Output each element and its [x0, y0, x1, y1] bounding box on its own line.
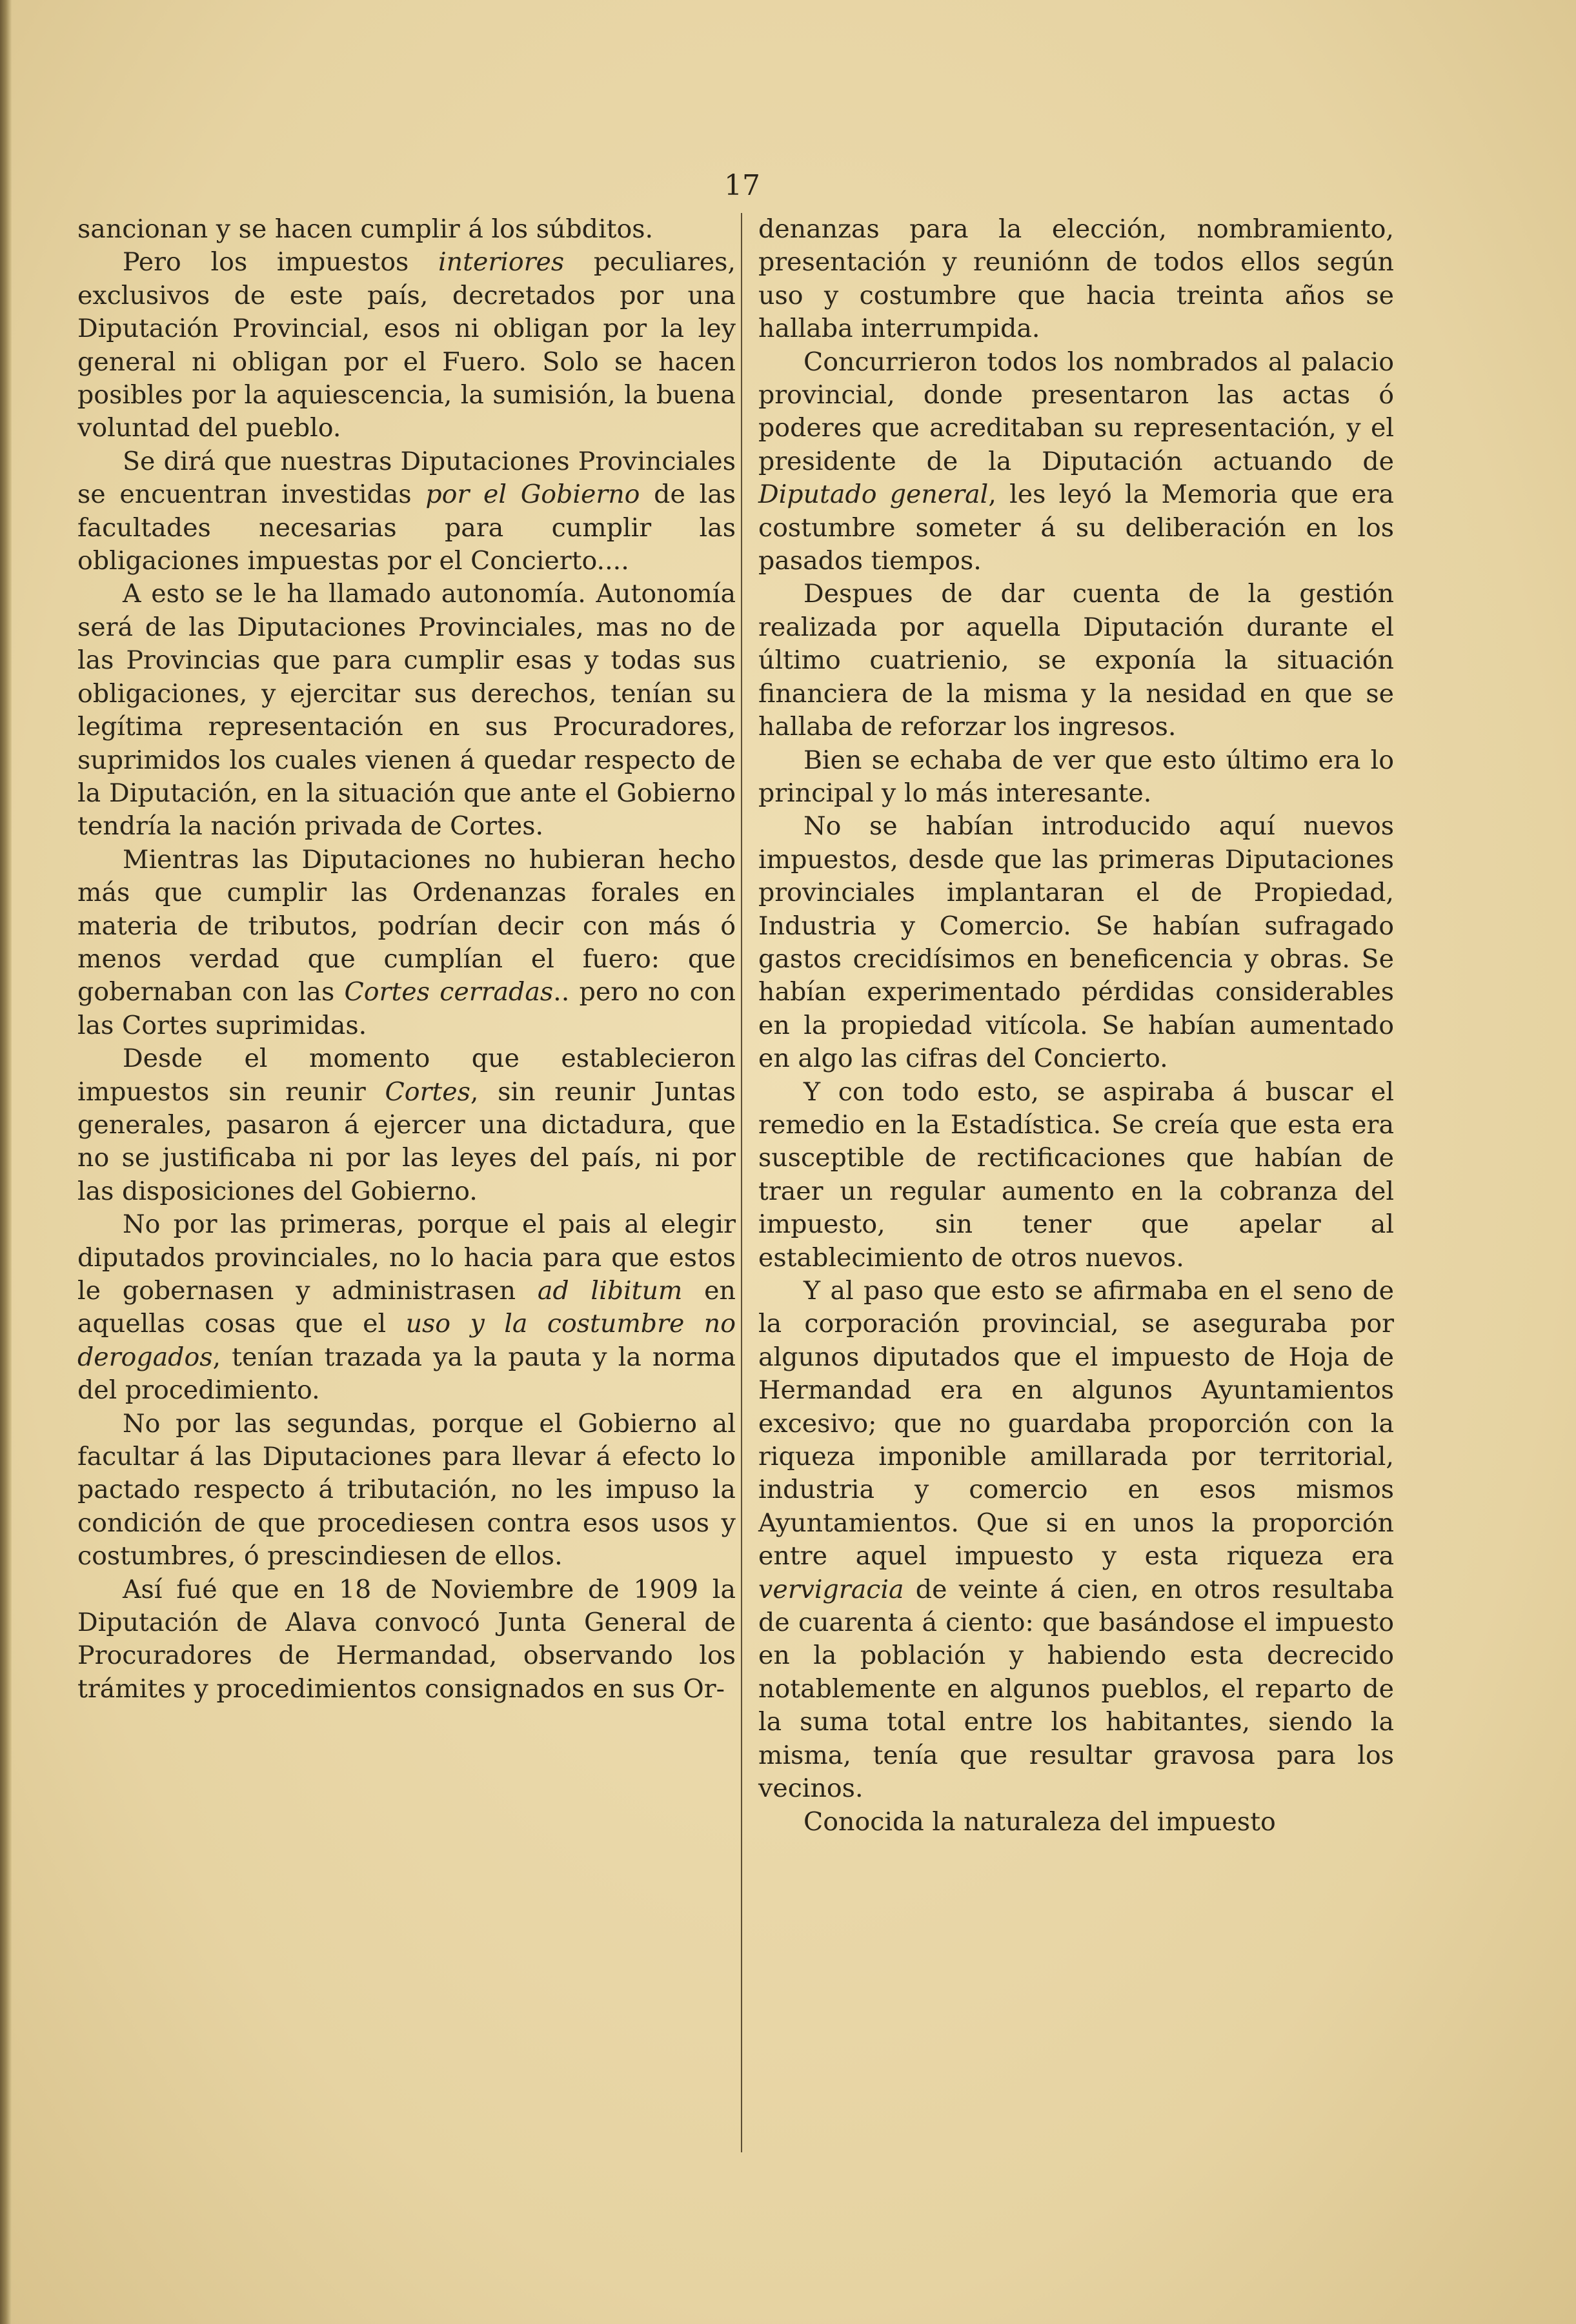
paragraph: [77, 1573, 736, 1706]
text-run: Despues de dar cuenta de la gestión realizada por aquella Diputación durante el último cuatrienio, se exponía la situación financiera de la misma y la nesidad en que se hallaba de reforzar los ingresos.: [758, 579, 1394, 742]
italic-text: por el Gobierno: [425, 480, 640, 510]
text-run: No por las primeras, porque el pais al elegir diputados provinciales, no lo hacia para que estos le gobernasen y administrasen: [77, 1209, 736, 1306]
paragraph: [758, 744, 1394, 811]
page-binding-edge: [0, 0, 12, 2324]
text-run: , tenían trazada ya la pauta y la norma del procedimiento.: [77, 1342, 736, 1406]
italic-text: Cortes: [385, 1076, 470, 1107]
paragraph: [758, 1275, 1394, 1806]
text-run: , sin reunir Juntas generales, pasaron á ejercer una dictadura, que no se justificaba ni por las leyes del país, ni por las disposiciones del Gobierno.: [77, 1076, 736, 1206]
paragraph: [758, 346, 1394, 578]
text-run: Se dirá que nuestras Diputaciones Provinciales se encuentran investidas: [77, 446, 736, 510]
text-run: Desde el momento que establecieron impuestos sin reunir: [77, 1044, 736, 1107]
left-text-column: [77, 213, 736, 1706]
text-run: de veinte á cien, en otros resultaba de cuarenta á ciento: que basándose el impuesto en la población y habiendo esta decrecido notablemente en algunos pueblos, el reparto de la suma total entre los habitantes, siendo la misma, tenía que resultar gravosa para los vecinos.: [758, 1574, 1394, 1804]
text-run: No se habían introducido aquí nuevos impuestos, desde que las primeras Diputaciones provinciales implantaran el de Propiedad, Industria y Comercio. Se habían sufragado gastos crecidísimos en beneficencia y obras. Se habían experimentado pérdidas considerables en la propiedad vitícola. Se habían aumentado en algo las cifras del Concierto.: [758, 811, 1394, 1074]
text-run: , les leyó la Memoria que era costumbre someter á su deliberación en los pasados tiempos.: [758, 480, 1394, 576]
paragraph: [77, 578, 736, 843]
text-run: de las facultades necesarias para cumplir las obligaciones impuestas por el Concierto....: [77, 480, 736, 576]
text-run: .. pero no con las Cortes suprimidas.: [77, 977, 736, 1040]
text-run: Concurrieron todos los nombrados al palacio provincial, donde presentaron las actas ó poderes que acreditaban su representación, y el presidente de la Diputación actuando de: [758, 347, 1394, 476]
column-divider: [741, 213, 742, 2152]
paragraph: [77, 844, 736, 1042]
paragraph: [77, 213, 736, 246]
text-run: No por las segundas, porque el Gobierno al facultar á las Diputaciones para llevar á efecto lo pactado respecto á tributación, no les impuso la condición de que procediesen contra esos usos y costumbres, ó prescindiesen de ellos.: [77, 1408, 736, 1571]
paragraph: [758, 1806, 1394, 1839]
paragraph: [77, 1208, 736, 1407]
text-run: peculiares, exclusivos de este país, decretados por una Diputación Provincial, esos ni obligan por la ley general ni obligan por el Fuero. Solo se hacen posibles por la aquiescencia, la sumisión, la buena voluntad del pueblo.: [77, 247, 736, 443]
italic-text: uso y la costumbre no derogados: [77, 1309, 736, 1372]
italic-text: interiores: [438, 247, 565, 278]
paragraph: [77, 1408, 736, 1573]
text-run: Bien se echaba de ver que esto último era lo principal y lo más interesante.: [758, 745, 1394, 808]
paragraph: [758, 810, 1394, 1075]
paragraph: [758, 1076, 1394, 1275]
text-run: sancionan y se hacen cumplir á los súbditos.: [77, 214, 654, 244]
paragraph: [758, 578, 1394, 743]
text-run: Y con todo esto, se aspiraba á buscar el remedio en la Estadística. Se creía que esta era susceptible de rectificaciones que habían de traer un regular aumento en la cobranza del impuesto, sin tener que apelar al establecimiento de otros nuevos.: [758, 1076, 1394, 1273]
paragraph: [77, 1042, 736, 1208]
page-number: 17: [724, 169, 760, 202]
paragraph: [758, 213, 1394, 346]
paragraph: [77, 246, 736, 445]
text-run: denanzas para la elección, nombramiento, presentación y reuniónn de todos ellos según uso y costumbre que hacia treinta años se hallaba interrumpida.: [758, 214, 1394, 344]
italic-text: Diputado general: [758, 480, 989, 510]
paragraph: [77, 445, 736, 578]
text-run: Conocida la naturaleza del impuesto: [803, 1806, 1276, 1837]
text-run: Y al paso que esto se afirmaba en el seno de la corporación provincial, se aseguraba por algunos diputados que el impuesto de Hoja de Hermandad era en algunos Ayuntamientos excesivo; que no guardaba proporción con la riqueza imponible amillarada por territorial, industria y comercio en esos mismos Ayuntamientos. Que si en unos la proporción entre aquel impuesto y esta riqueza era: [758, 1276, 1394, 1571]
text-run: A esto se le ha llamado autonomía. Autonomía será de las Diputaciones Provinciales, mas no de las Provincias que para cumplir esas y todas sus obligaciones, y ejercitar sus derechos, tenían su legítima representación en sus Procuradores, suprimidos los cuales vienen á quedar respecto de la Diputación, en la situación que ante el Gobierno tendría la nación privada de Cortes.: [77, 579, 736, 842]
right-text-column: [758, 213, 1394, 1839]
italic-text: Cortes cerradas: [344, 977, 554, 1007]
text-run: Mientras las Diputaciones no hubieran hecho más que cumplir las Ordenanzas forales en materia de tributos, podrían decir con más ó menos verdad que cumplían el fuero: que gobernaban con las: [77, 844, 736, 1007]
italic-text: ad libitum: [537, 1276, 683, 1306]
text-run: Así fué que en 18 de Noviembre de 1909 la Diputación de Alava convocó Junta General de Procuradores de Hermandad, observando los trámites y procedimientos consignados en sus Or-: [77, 1574, 736, 1704]
italic-text: vervigracia: [758, 1574, 904, 1604]
text-run: Pero los impuestos: [123, 247, 439, 278]
text-run: en aquellas cosas que el: [77, 1276, 736, 1339]
